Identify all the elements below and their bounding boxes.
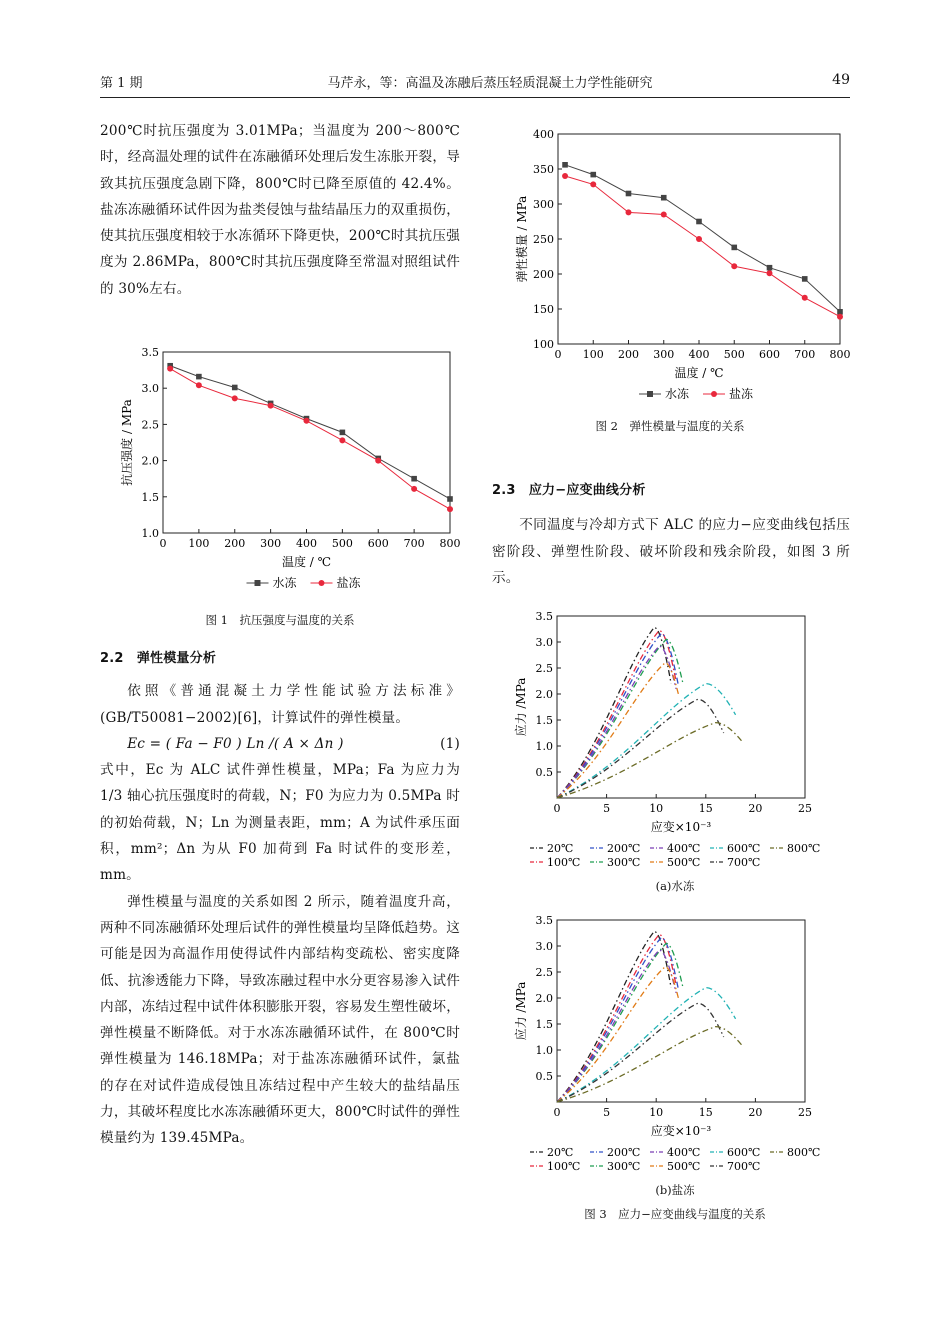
x-axis-label: 应变×10⁻³ — [650, 820, 712, 834]
fig1-chart — [100, 340, 460, 602]
y-tick-label: 2.0 — [141, 454, 159, 468]
series-line-salt — [565, 176, 840, 317]
legend-label: 800℃ — [787, 1146, 821, 1159]
x-tick-label: 300 — [653, 348, 675, 361]
data-point — [562, 162, 568, 168]
y-tick-label: 2.0 — [535, 992, 553, 1005]
legend-marker — [319, 580, 325, 586]
y-tick-label: 100 — [533, 338, 554, 351]
data-point — [696, 236, 702, 242]
y-tick-label: 300 — [533, 198, 554, 211]
series-line-water — [565, 165, 840, 312]
paragraph-2: 依照《普通混凝土力学性能试验方法标准》(GB/T50081−2002)[6]，计算试件的弹性模量。 — [100, 683, 460, 726]
x-tick-label: 20 — [748, 1106, 763, 1119]
paragraph-1: 200℃时抗压强度为 3.01MPa；当温度为 200～800℃时，经高温处理的试件在冻融循环处理后发生冻胀开裂，导致其抗压强度急剧下降，800℃时已降至原值的 42.4%。盐冻冻融循环试件因为盐类侵蚀与盐结晶压力的双重损伤，使其抗压强度相较于水冻循环下降更快，200℃时其抗压强度为 2.86MPa，800℃时其抗压强度降至常温对照组试件的 30%左右。 — [100, 123, 460, 297]
curve-700℃ — [557, 1003, 724, 1102]
y-tick-label: 1.5 — [535, 714, 553, 727]
data-point — [447, 496, 453, 502]
x-tick-label: 5 — [603, 1106, 611, 1119]
y-tick-label: 3.0 — [141, 382, 159, 396]
x-tick-label: 200 — [618, 348, 639, 361]
data-point — [802, 295, 808, 301]
legend-label: 500℃ — [667, 1160, 701, 1172]
series-line-water — [170, 366, 450, 499]
header-title: 马芹永，等：高温及冻融后蒸压轻质混凝土力学性能研究 — [327, 76, 653, 91]
x-tick-label: 600 — [759, 348, 780, 361]
x-tick-label: 800 — [829, 348, 850, 361]
x-tick-label: 700 — [403, 537, 425, 550]
plot-frame — [557, 920, 805, 1102]
y-axis-label: 弹性模量 / MPa — [515, 195, 529, 283]
page-number: 49 — [832, 72, 850, 88]
y-tick-label: 200 — [533, 268, 554, 281]
curve-600℃ — [557, 988, 736, 1102]
fig1-caption: 图 1 抗压强度与温度的关系 — [205, 613, 355, 627]
y-axis-label: 应力 /MPa — [514, 677, 528, 737]
y-tick-label: 2.0 — [535, 688, 553, 701]
x-tick-label: 20 — [748, 802, 763, 815]
legend-marker — [711, 391, 717, 397]
data-point — [802, 276, 808, 282]
x-tick-label: 400 — [688, 348, 710, 361]
legend-label: 200℃ — [607, 1146, 641, 1159]
equation-1 — [100, 731, 460, 757]
data-point — [767, 270, 773, 276]
header-rule — [100, 97, 850, 98]
left-column-lower — [100, 646, 460, 1152]
legend-label: 500℃ — [667, 856, 701, 868]
legend-label: 800℃ — [787, 842, 821, 855]
data-point — [268, 403, 274, 409]
x-axis-label: 温度 / ℃ — [281, 555, 332, 569]
data-point — [590, 172, 596, 178]
curve-600℃ — [557, 684, 736, 798]
y-tick-label: 1.0 — [535, 740, 553, 753]
legend-label: 600℃ — [727, 842, 761, 855]
plot-frame — [557, 616, 805, 798]
legend-label: 盐冻 — [729, 387, 754, 401]
fig3a-subcaption: (a)水冻 — [655, 879, 695, 893]
y-tick-label: 3.5 — [535, 914, 553, 927]
section-2-3-heading: 2.3 应力−应变曲线分析 — [492, 483, 646, 498]
x-tick-label: 600 — [367, 537, 389, 550]
curve-200℃ — [557, 634, 678, 798]
x-tick-label: 25 — [798, 802, 812, 815]
y-tick-label: 1.5 — [141, 490, 159, 504]
x-tick-label: 100 — [188, 537, 210, 550]
data-point — [661, 195, 667, 201]
y-tick-label: 1.0 — [535, 1044, 553, 1057]
legend-label: 700℃ — [727, 856, 761, 868]
data-point — [590, 181, 596, 187]
y-tick-label: 1.0 — [141, 527, 159, 540]
curve-700℃ — [557, 699, 724, 798]
data-point — [411, 486, 417, 492]
x-tick-label: 5 — [603, 802, 611, 815]
x-tick-label: 0 — [159, 537, 167, 550]
y-axis-label: 抗压强度 / MPa — [120, 399, 134, 486]
x-tick-label: 15 — [698, 1106, 713, 1119]
right-column — [492, 478, 850, 591]
data-point — [626, 209, 632, 215]
x-tick-label: 200 — [224, 537, 246, 550]
y-tick-label: 3.0 — [535, 940, 553, 953]
y-tick-label: 2.5 — [535, 966, 553, 979]
legend-label: 400℃ — [667, 842, 701, 855]
curve-200℃ — [557, 938, 678, 1102]
x-tick-label: 500 — [723, 348, 745, 361]
legend-label: 400℃ — [667, 1146, 701, 1159]
fig3b-chart — [505, 910, 845, 1172]
legend-label: 盐冻 — [336, 576, 361, 590]
data-point — [339, 437, 345, 443]
legend-label: 600℃ — [727, 1146, 761, 1159]
y-tick-label: 350 — [533, 163, 554, 176]
x-axis-label: 温度 / ℃ — [674, 366, 724, 380]
series-line-salt — [170, 369, 450, 509]
legend-marker — [255, 580, 261, 586]
data-point — [196, 374, 202, 380]
y-tick-label: 3.0 — [535, 636, 553, 649]
fig3b-subcaption: (b)盐冻 — [655, 1183, 695, 1197]
y-tick-label: 1.5 — [535, 1018, 553, 1031]
legend-label: 200℃ — [607, 842, 641, 855]
data-point — [411, 476, 417, 482]
equation-number: (1) — [440, 735, 460, 752]
data-point — [447, 506, 453, 512]
legend-label: 300℃ — [607, 856, 641, 868]
y-axis-label: 应力 /MPa — [514, 981, 528, 1041]
x-tick-label: 0 — [553, 802, 561, 815]
equation-body: Ec = ( Fa − F0 ) Ln /( A × Δn ) — [127, 735, 344, 752]
y-tick-label: 0.5 — [535, 766, 553, 779]
legend-marker — [647, 391, 653, 397]
x-tick-label: 15 — [698, 802, 713, 815]
x-tick-label: 10 — [649, 1106, 664, 1119]
x-tick-label: 300 — [260, 537, 282, 550]
x-tick-label: 400 — [296, 537, 317, 550]
x-tick-label: 10 — [649, 802, 664, 815]
paragraph-3: 式中，Ec 为 ALC 试件弹性模量，MPa；Fa 为应力为 1/3 轴心抗压强度时的荷载，N；F0 为应力为 0.5MPa 时的初始荷载，N；Ln 为测量表距，mm；A 为试件承压面积，mm²；Δn 为从 F0 加荷到 Fa 时试件的变形差，mm。 — [100, 762, 460, 884]
x-tick-label: 0 — [553, 1106, 561, 1119]
x-tick-label: 25 — [798, 1106, 812, 1119]
legend-label: 20℃ — [547, 1146, 574, 1159]
data-point — [340, 430, 346, 436]
curve-100℃ — [557, 631, 676, 798]
y-tick-label: 0.5 — [535, 1070, 553, 1083]
data-point — [696, 219, 702, 225]
legend-label: 300℃ — [607, 1160, 641, 1172]
x-tick-label: 800 — [439, 537, 460, 550]
y-tick-label: 2.5 — [535, 662, 553, 675]
y-tick-label: 3.5 — [535, 610, 553, 623]
data-point — [837, 314, 843, 320]
fig3-caption: 图 3 应力−应变曲线与温度的关系 — [584, 1207, 766, 1221]
left-column — [100, 118, 460, 302]
x-tick-label: 500 — [331, 537, 353, 550]
curve-20℃ — [557, 627, 671, 798]
curve-20℃ — [557, 931, 671, 1102]
y-tick-label: 2.5 — [141, 418, 159, 432]
fig2-chart — [500, 124, 850, 406]
section-2-2-heading: 2.2 弹性模量分析 — [100, 651, 217, 666]
legend-label: 20℃ — [547, 842, 574, 855]
data-point — [196, 382, 202, 388]
legend-label: 100℃ — [547, 856, 581, 868]
x-tick-label: 100 — [582, 348, 604, 361]
data-point — [375, 458, 381, 464]
y-tick-label: 250 — [533, 233, 554, 246]
x-tick-label: 0 — [554, 348, 562, 361]
data-point — [232, 395, 238, 401]
data-point — [731, 245, 737, 251]
header-issue: 第 1 期 — [100, 76, 143, 91]
x-axis-label: 应变×10⁻³ — [650, 1124, 712, 1138]
legend-label: 100℃ — [547, 1160, 581, 1172]
legend-label: 水冻 — [665, 387, 690, 401]
data-point — [661, 212, 667, 218]
data-point — [232, 385, 238, 391]
fig2-caption: 图 2 弹性模量与温度的关系 — [595, 419, 745, 433]
data-point — [626, 191, 632, 197]
data-point — [562, 173, 568, 179]
y-tick-label: 3.5 — [141, 346, 159, 359]
data-point — [767, 265, 773, 271]
legend-label: 700℃ — [727, 1160, 761, 1172]
data-point — [167, 366, 173, 372]
curve-100℃ — [557, 935, 676, 1102]
x-tick-label: 700 — [794, 348, 816, 361]
data-point — [731, 263, 737, 269]
legend-label: 水冻 — [272, 576, 297, 590]
y-tick-label: 150 — [533, 303, 554, 316]
paragraph-4: 弹性模量与温度的关系如图 2 所示，随着温度升高，两种不同冻融循环处理后试件的弹性模量均呈降低趋势。这可能是因为高温作用使得试件内部结构变疏松、密实度降低、抗渗透能力下降，导致冻融过程中水分更容易渗入试件内部，冻结过程中试件体积膨胀开裂，容易发生塑性破坏，弹性模量不断降低。对于水冻冻融循环试件，在 800℃时弹性模量为 146.18MPa；对于盐冻冻融循环试件，氯盐的存在对试件造成侵蚀且冻结过程中产生较大的盐结晶压力，其破坏程度比水冻冻融循环更大，800℃时试件的弹性模量约为 139.45MPa。 — [100, 893, 460, 1147]
fig3a-chart — [505, 606, 845, 868]
data-point — [304, 418, 310, 424]
y-tick-label: 400 — [533, 128, 554, 141]
paragraph-5: 不同温度与冷却方式下 ALC 的应力−应变曲线包括压密阶段、弹塑性阶段、破坏阶段和残余阶段，如图 3 所示。 — [492, 517, 850, 586]
